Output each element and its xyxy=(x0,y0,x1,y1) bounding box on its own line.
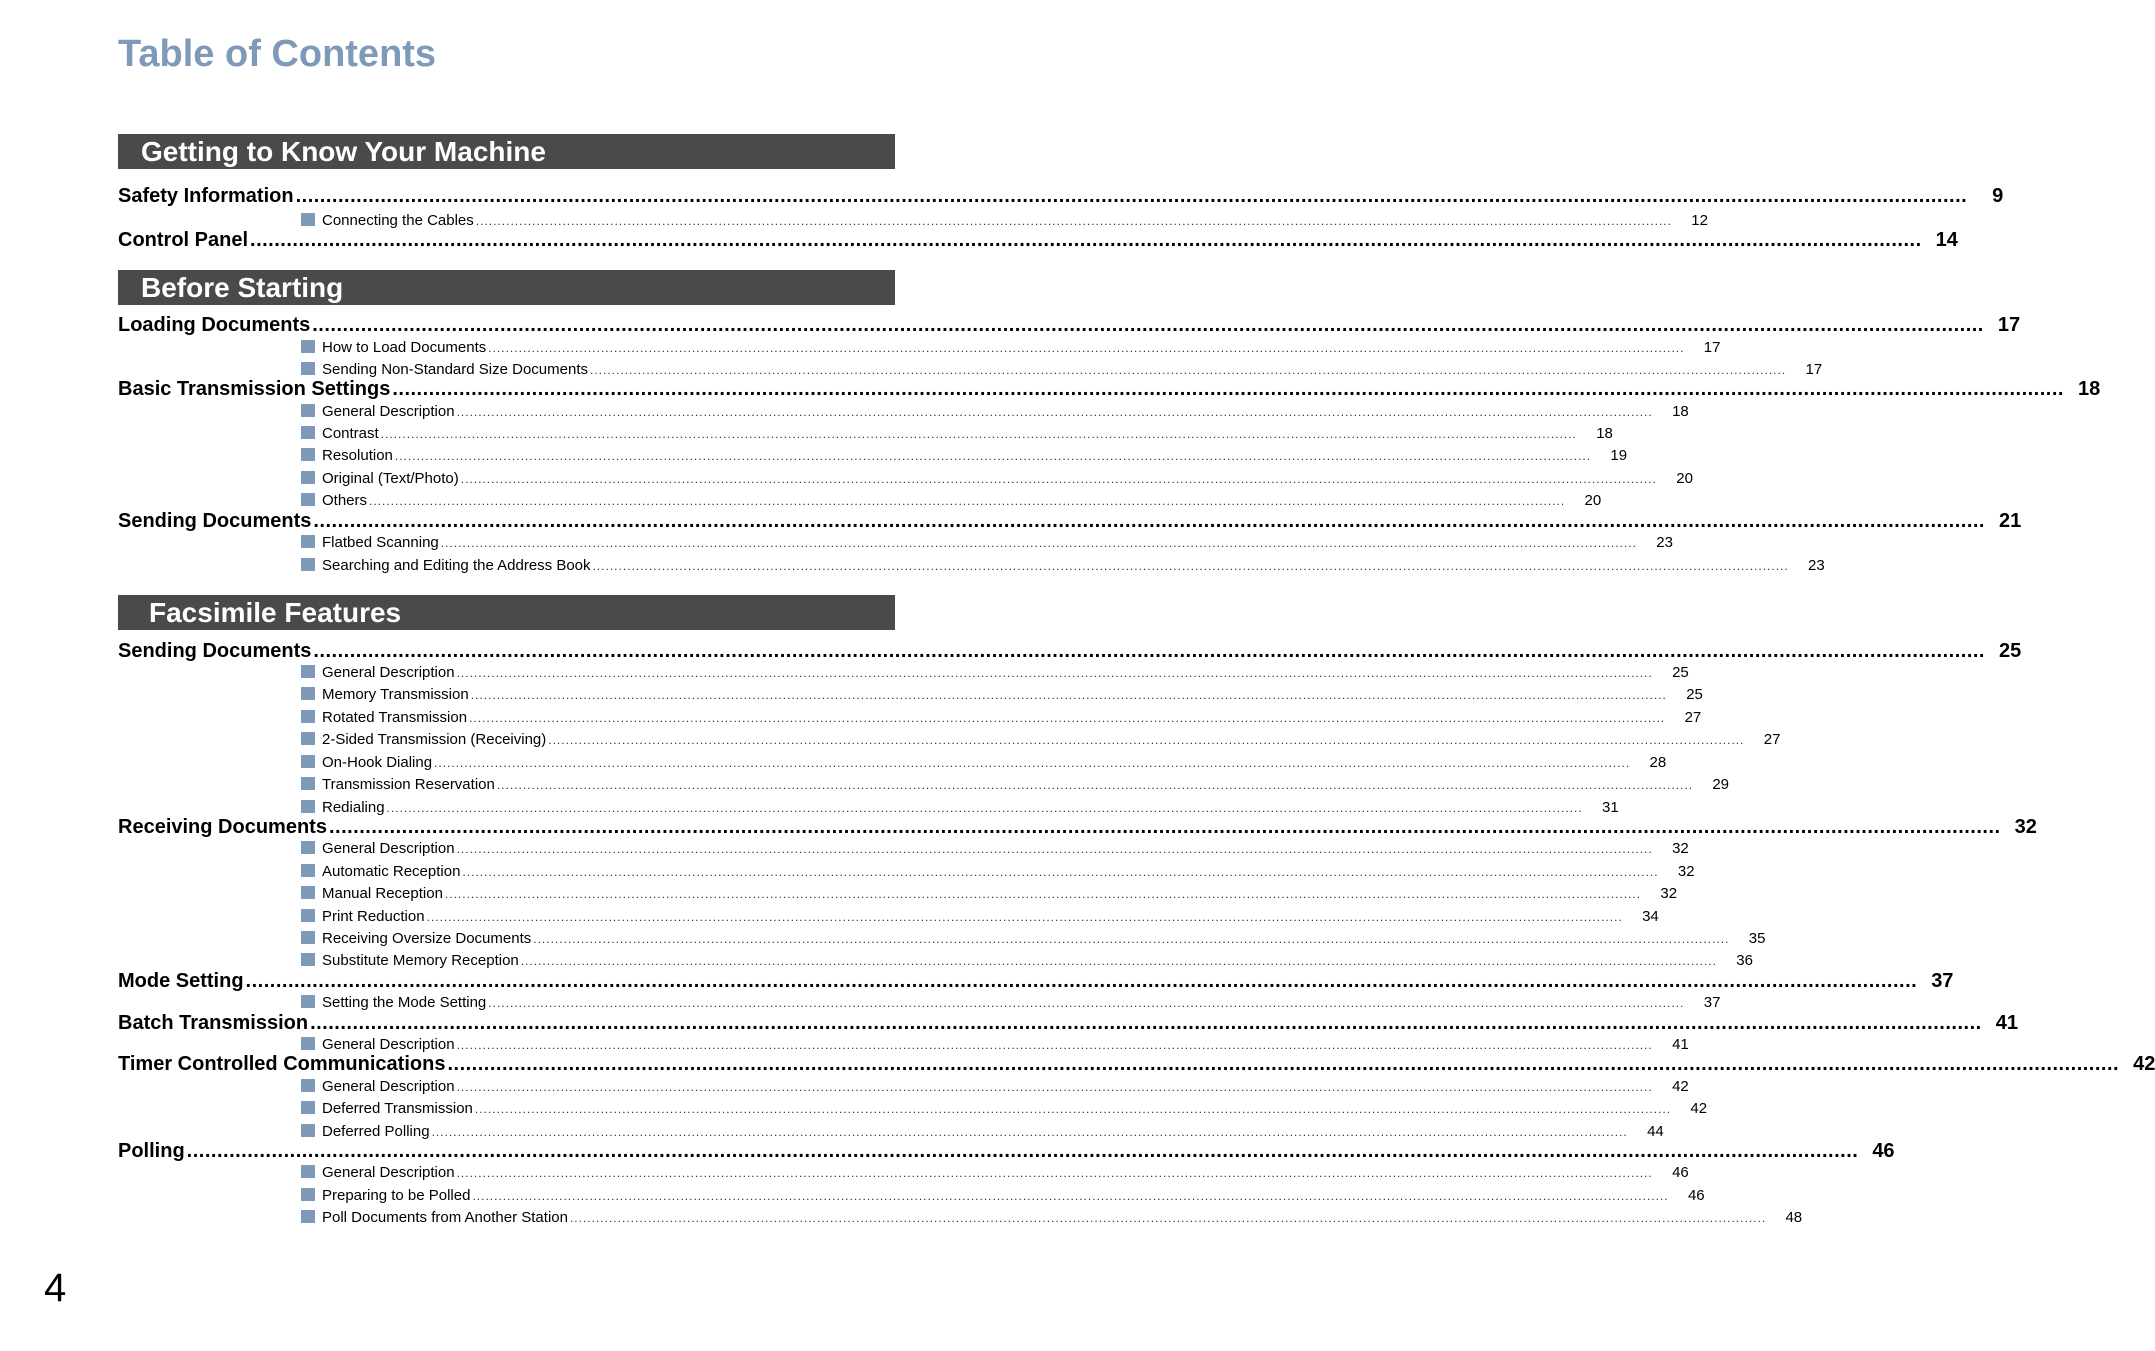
toc-entry[interactable] xyxy=(118,1139,1895,1163)
toc-subentry-page: 27 xyxy=(1684,709,1702,726)
toc-subentry-label: General Description xyxy=(322,840,455,857)
leader-dots: .................................................................................................................................................................................................................................................................................... xyxy=(456,1038,1653,1052)
square-bullet-icon xyxy=(301,426,315,439)
toc-subentry-label: Rotated Transmission xyxy=(322,709,468,726)
square-bullet-icon xyxy=(301,665,315,678)
toc-subentry-label: Preparing to be Polled xyxy=(322,1187,471,1204)
toc-subentry[interactable] xyxy=(301,862,1695,882)
leader-dots: .................................................................................................................................................................................................................................................................................... xyxy=(592,559,1789,573)
leader-dots: .................................................................................................................................................................................................................................................................................... xyxy=(431,1125,1628,1139)
leader-dots: .................................................................................................................................................................................................................................................................................... xyxy=(456,842,1653,856)
leader-dots: .................................................................................................................................................................................................................................................................................... xyxy=(444,887,1642,901)
square-bullet-icon xyxy=(301,535,315,548)
square-bullet-icon xyxy=(301,864,315,877)
square-bullet-icon xyxy=(301,687,315,700)
leader-dots: .................................................................................................................................................................................................................................................................................... xyxy=(496,778,1694,792)
toc-subentry-page: 41 xyxy=(1672,1036,1689,1053)
toc-subentry-label: Print Reduction xyxy=(322,908,425,925)
toc-entry-label: Sending Documents xyxy=(118,510,312,532)
toc-subentry[interactable] xyxy=(301,663,1689,683)
toc-entry-label: Loading Documents xyxy=(118,314,311,336)
toc-subentry-page: 18 xyxy=(1672,403,1689,420)
section-header: Facsimile Features xyxy=(118,595,895,630)
toc-subentry-label: General Description xyxy=(322,1164,455,1181)
square-bullet-icon xyxy=(301,1124,315,1137)
toc-subentry-page: 29 xyxy=(1712,776,1730,793)
square-bullet-icon xyxy=(301,404,315,417)
toc-entry[interactable] xyxy=(118,377,2101,401)
square-bullet-icon xyxy=(301,953,315,966)
toc-entry-page: 32 xyxy=(2014,816,2037,838)
leader-dots: .................................................................................................................................................................................................................................................................................... xyxy=(310,1012,1982,1034)
leader-dots: .................................................................................................................................................................................................................................................................................... xyxy=(548,733,1745,747)
toc-subentry-page: 23 xyxy=(1808,557,1825,574)
toc-subentry-page: 31 xyxy=(1602,799,1619,816)
leader-dots: .................................................................................................................................................................................................................................................................................... xyxy=(474,1102,1672,1116)
leader-dots: .................................................................................................................................................................................................................................................................................... xyxy=(472,1189,1669,1203)
toc-subentry-label: Deferred Polling xyxy=(322,1123,430,1140)
toc-subentry-page: 32 xyxy=(1672,840,1689,857)
toc-entry-page: 9 xyxy=(1992,185,2004,207)
leader-dots: .................................................................................................................................................................................................................................................................................... xyxy=(380,427,1577,441)
toc-subentry-label: General Description xyxy=(322,1036,455,1053)
toc-subentry-label: General Description xyxy=(322,403,455,420)
toc-subentry[interactable] xyxy=(301,708,1702,728)
toc-entry-page: 17 xyxy=(1997,314,2021,336)
toc-subentry-label: How to Load Documents xyxy=(322,339,487,356)
toc-subentry[interactable] xyxy=(301,685,1703,705)
toc-subentry[interactable] xyxy=(301,839,1689,859)
toc-subentry-page: 27 xyxy=(1763,731,1781,748)
square-bullet-icon xyxy=(301,558,315,571)
leader-dots: .................................................................................................................................................................................................................................................................................... xyxy=(394,449,1592,463)
leader-dots: .................................................................................................................................................................................................................................................................................... xyxy=(250,229,1922,251)
toc-entry-page: 14 xyxy=(1935,229,1958,251)
toc-subentry[interactable] xyxy=(301,993,1721,1013)
leader-dots: .................................................................................................................................................................................................................................................................................... xyxy=(456,666,1653,680)
toc-subentry-label: Memory Transmission xyxy=(322,686,469,703)
square-bullet-icon xyxy=(301,909,315,922)
toc-subentry[interactable] xyxy=(301,929,1766,949)
section-header: Before Starting xyxy=(118,270,895,305)
toc-entry[interactable] xyxy=(118,969,1954,993)
toc-entry-page: 41 xyxy=(1995,1012,2018,1034)
toc-entry[interactable] xyxy=(118,509,2022,533)
toc-subentry[interactable] xyxy=(301,338,1721,358)
toc-subentry-page: 32 xyxy=(1660,885,1678,902)
toc-subentry[interactable] xyxy=(301,775,1730,795)
leader-dots: .................................................................................................................................................................................................................................................................................... xyxy=(488,341,1685,355)
toc-entry-page: 21 xyxy=(1999,510,2022,532)
leader-dots: .................................................................................................................................................................................................................................................................................... xyxy=(456,1166,1653,1180)
leader-dots: .................................................................................................................................................................................................................................................................................... xyxy=(447,1053,2120,1075)
toc-subentry-page: 44 xyxy=(1647,1123,1664,1140)
square-bullet-icon xyxy=(301,755,315,768)
toc-subentry-page: 17 xyxy=(1805,361,1823,378)
toc-subentry[interactable] xyxy=(301,469,1693,489)
square-bullet-icon xyxy=(301,886,315,899)
toc-subentry[interactable] xyxy=(301,1186,1705,1206)
toc-entry-label: Batch Transmission xyxy=(118,1012,309,1034)
leader-dots: .................................................................................................................................................................................................................................................................................... xyxy=(328,816,2001,838)
toc-subentry-label: Connecting the Cables xyxy=(322,212,474,229)
toc-entry-page: 37 xyxy=(1931,970,1954,992)
page-title: Table of Contents xyxy=(118,33,437,75)
leader-dots: .................................................................................................................................................................................................................................................................................... xyxy=(469,711,1666,725)
toc-entry[interactable] xyxy=(118,815,2037,839)
toc-subentry-label: Original (Text/Photo) xyxy=(322,470,459,487)
square-bullet-icon xyxy=(301,710,315,723)
section-header: Getting to Know Your Machine xyxy=(118,134,895,169)
toc-subentry-label: General Description xyxy=(322,1078,455,1095)
leader-dots: .................................................................................................................................................................................................................................................................................... xyxy=(440,536,1637,550)
toc-subentry-label: Substitute Memory Reception xyxy=(322,952,519,969)
toc-subentry[interactable] xyxy=(301,1163,1689,1183)
toc-subentry[interactable] xyxy=(301,446,1628,466)
toc-subentry-page: 17 xyxy=(1703,339,1721,356)
toc-entry-label: Polling xyxy=(118,1140,185,1162)
leader-dots: .................................................................................................................................................................................................................................................................................... xyxy=(533,932,1730,946)
toc-entry-label: Sending Documents xyxy=(118,640,312,662)
leader-dots: .................................................................................................................................................................................................................................................................................... xyxy=(462,865,1659,879)
square-bullet-icon xyxy=(301,448,315,461)
leader-dots: .................................................................................................................................................................................................................................................................................... xyxy=(475,214,1672,228)
toc-subentry-label: General Description xyxy=(322,664,455,681)
toc-subentry-label: Manual Reception xyxy=(322,885,443,902)
toc-subentry-label: Resolution xyxy=(322,447,393,464)
square-bullet-icon xyxy=(301,213,315,226)
leader-dots: .................................................................................................................................................................................................................................................................................... xyxy=(245,970,1918,992)
toc-subentry[interactable] xyxy=(301,1077,1689,1097)
toc-subentry-page: 42 xyxy=(1672,1078,1689,1095)
square-bullet-icon xyxy=(301,995,315,1008)
toc-subentry-label: Poll Documents from Another Station xyxy=(322,1209,568,1226)
toc-subentry[interactable] xyxy=(301,533,1673,553)
toc-subentry[interactable] xyxy=(301,753,1667,773)
toc-subentry[interactable] xyxy=(301,491,1602,511)
toc-subentry-page: 20 xyxy=(1676,470,1693,487)
leader-dots: .................................................................................................................................................................................................................................................................................... xyxy=(456,405,1653,419)
toc-subentry-label: Searching and Editing the Address Book xyxy=(322,557,591,574)
toc-subentry-label: Redialing xyxy=(322,799,385,816)
leader-dots: .................................................................................................................................................................................................................................................................................... xyxy=(295,185,1968,207)
square-bullet-icon xyxy=(301,1101,315,1114)
toc-subentry-page: 48 xyxy=(1785,1209,1803,1226)
toc-entry[interactable] xyxy=(118,228,1958,252)
square-bullet-icon xyxy=(301,1079,315,1092)
leader-dots: .................................................................................................................................................................................................................................................................................... xyxy=(186,1140,1859,1162)
leader-dots: .................................................................................................................................................................................................................................................................................... xyxy=(434,756,1631,770)
toc-subentry-label: Setting the Mode Setting xyxy=(322,994,487,1011)
leader-dots: .................................................................................................................................................................................................................................................................................... xyxy=(460,472,1657,486)
toc-subentry-page: 25 xyxy=(1686,686,1703,703)
toc-subentry-page: 46 xyxy=(1687,1187,1705,1204)
toc-subentry-page: 46 xyxy=(1672,1164,1689,1181)
toc-subentry-page: 35 xyxy=(1748,930,1766,947)
toc-subentry-page: 36 xyxy=(1736,952,1753,969)
leader-dots: .................................................................................................................................................................................................................................................................................... xyxy=(426,910,1623,924)
toc-subentry[interactable] xyxy=(301,1208,1803,1228)
toc-entry-label: Basic Transmission Settings xyxy=(118,378,391,400)
toc-subentry[interactable] xyxy=(301,730,1781,750)
leader-dots: .................................................................................................................................................................................................................................................................................... xyxy=(488,996,1685,1010)
toc-subentry-label: Sending Non-Standard Size Documents xyxy=(322,361,588,378)
leader-dots: .................................................................................................................................................................................................................................................................................... xyxy=(520,954,1717,968)
toc-subentry-label: On-Hook Dialing xyxy=(322,754,433,771)
leader-dots: .................................................................................................................................................................................................................................................................................... xyxy=(590,363,1787,377)
toc-subentry-page: 32 xyxy=(1677,863,1695,880)
toc-entry[interactable] xyxy=(118,1052,2155,1076)
square-bullet-icon xyxy=(301,1037,315,1050)
square-bullet-icon xyxy=(301,493,315,506)
toc-entry-page: 42 xyxy=(2133,1053,2155,1075)
toc-subentry-label: Contrast xyxy=(322,425,379,442)
leader-dots: .................................................................................................................................................................................................................................................................................... xyxy=(392,378,2064,400)
square-bullet-icon xyxy=(301,1210,315,1223)
square-bullet-icon xyxy=(301,931,315,944)
toc-subentry-page: 25 xyxy=(1672,664,1689,681)
square-bullet-icon xyxy=(301,1188,315,1201)
leader-dots: .................................................................................................................................................................................................................................................................................... xyxy=(456,1080,1653,1094)
toc-subentry-page: 37 xyxy=(1703,994,1721,1011)
toc-entry-page: 18 xyxy=(2077,378,2101,400)
toc-subentry-label: Deferred Transmission xyxy=(322,1100,473,1117)
toc-subentry[interactable] xyxy=(301,907,1659,927)
leader-dots: .................................................................................................................................................................................................................................................................................... xyxy=(569,1211,1767,1225)
leader-dots: .................................................................................................................................................................................................................................................................................... xyxy=(470,688,1667,702)
toc-subentry-page: 19 xyxy=(1610,447,1628,464)
toc-subentry-page: 23 xyxy=(1656,534,1673,551)
toc-entry[interactable] xyxy=(118,184,2004,208)
leader-dots: .................................................................................................................................................................................................................................................................................... xyxy=(313,510,1985,532)
toc-subentry-label: Transmission Reservation xyxy=(322,776,495,793)
square-bullet-icon xyxy=(301,340,315,353)
leader-dots: .................................................................................................................................................................................................................................................................................... xyxy=(386,801,1583,815)
toc-subentry[interactable] xyxy=(301,884,1678,904)
toc-entry-label: Mode Setting xyxy=(118,970,244,992)
toc-subentry-label: Receiving Oversize Documents xyxy=(322,930,532,947)
square-bullet-icon xyxy=(301,841,315,854)
toc-subentry[interactable] xyxy=(301,556,1825,576)
square-bullet-icon xyxy=(301,777,315,790)
toc-subentry-page: 20 xyxy=(1584,492,1602,509)
square-bullet-icon xyxy=(301,1165,315,1178)
leader-dots: .................................................................................................................................................................................................................................................................................... xyxy=(369,494,1566,508)
toc-entry[interactable] xyxy=(118,1011,2018,1035)
toc-subentry-label: Automatic Reception xyxy=(322,863,461,880)
toc-subentry-page: 34 xyxy=(1642,908,1659,925)
toc-subentry[interactable] xyxy=(301,1099,1708,1119)
leader-dots: .................................................................................................................................................................................................................................................................................... xyxy=(312,314,1984,336)
square-bullet-icon xyxy=(301,362,315,375)
toc-subentry-label: 2-Sided Transmission (Receiving) xyxy=(322,731,547,748)
toc-entry-label: Control Panel xyxy=(118,229,249,251)
toc-subentry-page: 42 xyxy=(1690,1100,1708,1117)
toc-subentry[interactable] xyxy=(301,402,1689,422)
toc-entry-label: Safety Information xyxy=(118,185,294,207)
square-bullet-icon xyxy=(301,471,315,484)
toc-entry-page: 25 xyxy=(1999,640,2022,662)
page-number: 4 xyxy=(44,1266,67,1310)
toc-entry[interactable] xyxy=(118,639,2022,663)
toc-subentry-page: 18 xyxy=(1596,425,1613,442)
toc-subentry-label: Flatbed Scanning xyxy=(322,534,439,551)
toc-entry-page: 46 xyxy=(1872,1140,1895,1162)
toc-subentry[interactable] xyxy=(301,424,1613,444)
toc-subentry-page: 12 xyxy=(1691,212,1708,229)
toc-subentry[interactable] xyxy=(301,951,1753,971)
leader-dots: .................................................................................................................................................................................................................................................................................... xyxy=(313,640,1985,662)
toc-entry-label: Receiving Documents xyxy=(118,816,327,838)
toc-entry-label: Timer Controlled Communications xyxy=(118,1053,446,1075)
square-bullet-icon xyxy=(301,732,315,745)
toc-subentry-page: 28 xyxy=(1649,754,1667,771)
square-bullet-icon xyxy=(301,800,315,813)
toc-entry[interactable] xyxy=(118,313,2021,337)
toc-subentry-label: Others xyxy=(322,492,368,509)
